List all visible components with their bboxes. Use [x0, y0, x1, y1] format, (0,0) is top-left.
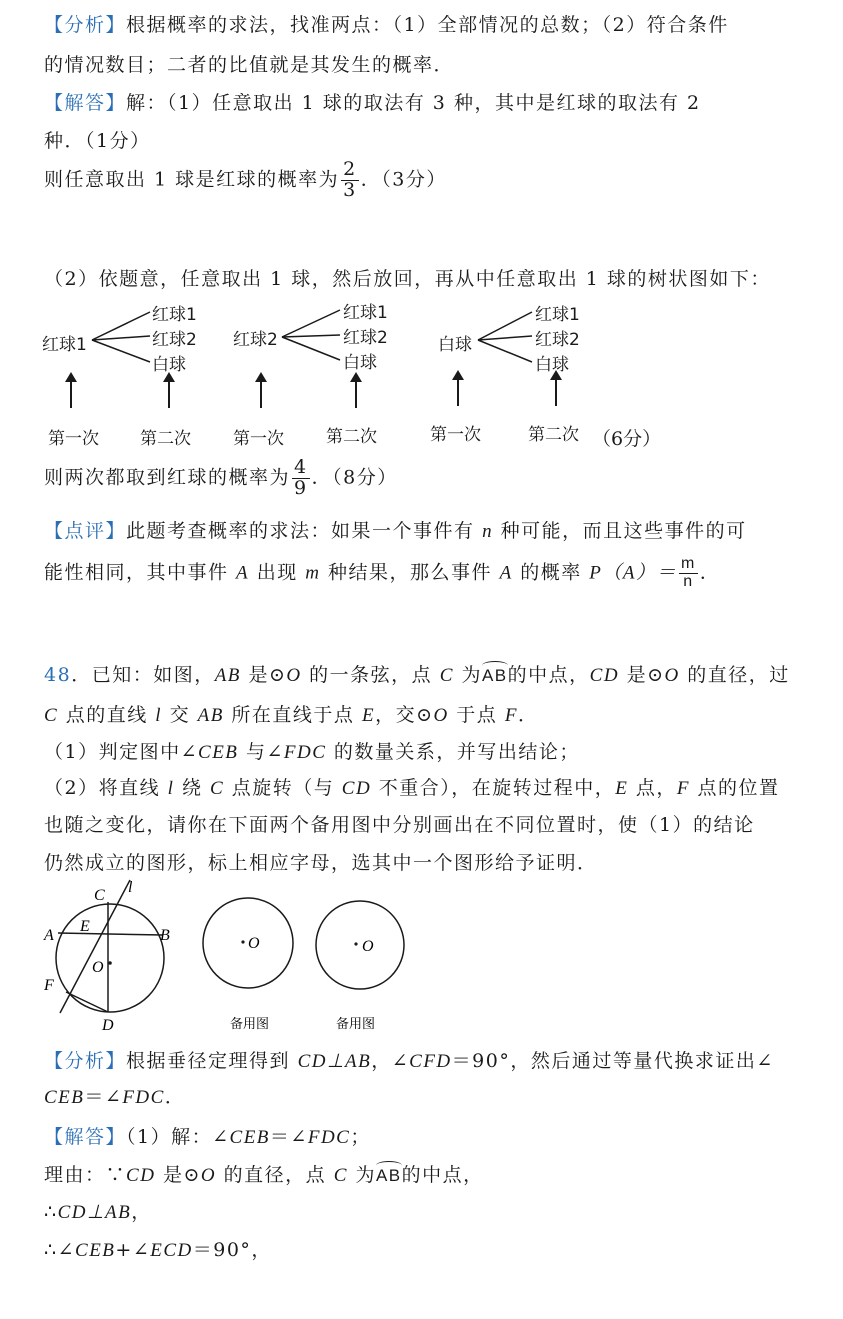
- seg-AB: AB: [214, 665, 241, 686]
- comment-line-1: [44, 516, 747, 543]
- fraction-m-n: [679, 556, 698, 591]
- tree-branch-2-3: 白球: [343, 353, 377, 373]
- tree-branch-3-2: 红球2: [535, 330, 580, 350]
- q48-line-4: [44, 773, 780, 800]
- q48-text: 的中点，: [507, 664, 590, 686]
- line-l: l: [155, 705, 163, 726]
- tree-root-1: 红球1: [42, 335, 87, 355]
- spare-circle-2: [316, 901, 404, 989]
- tree-score: （6分）: [592, 428, 662, 450]
- question-number: 48: [44, 664, 72, 686]
- arrow-up-icon: [457, 378, 459, 406]
- tree-branch-2-1: 红球1: [343, 303, 388, 323]
- angle-CFD: CFD: [409, 1051, 452, 1072]
- comment-text-b: 种可能，而且这些事件的可: [493, 520, 747, 542]
- answer-tag: 【解答】: [44, 1126, 127, 1148]
- comment-end: ．: [699, 561, 721, 584]
- seg-CD: CD: [126, 1165, 156, 1186]
- label-O: O: [92, 959, 104, 976]
- tree-branch-1-2: 红球2: [152, 330, 197, 350]
- q48-line-5: 也随之变化，请你在下面两个备用图中分别画出在不同位置时，使（1）的结论: [44, 814, 755, 836]
- perp-expression: CD⊥AB: [297, 1051, 372, 1072]
- q48-analysis-line-1: [44, 1046, 774, 1073]
- arrow-up-icon: [260, 380, 262, 408]
- chord-AB: [58, 933, 163, 935]
- spare-center-dot-2: [354, 942, 357, 945]
- tree-branch-1-1: 红球1: [152, 305, 197, 325]
- main-circle: [56, 904, 164, 1012]
- perp-expression: CD⊥AB: [57, 1202, 132, 1223]
- tree-root-3: 白球: [438, 335, 472, 355]
- q48-text: ；: [350, 1126, 371, 1148]
- comment-text-e: 种结果，那么事件: [320, 561, 500, 584]
- q48-text: ，交⊙: [375, 704, 434, 726]
- angle-ECD: ECD: [150, 1240, 193, 1261]
- q48-text: 与∠: [238, 741, 284, 763]
- tree-root-2: 红球2: [233, 330, 278, 350]
- q48-text: 点的直线: [58, 704, 156, 726]
- tree-branch-1-3: 白球: [152, 355, 186, 375]
- label-E: E: [80, 918, 90, 935]
- q48-text: ．: [164, 1086, 186, 1108]
- q48-text: ∴: [44, 1201, 58, 1223]
- tree-label-second: 第二次: [528, 425, 579, 445]
- fraction-2-3: [341, 160, 359, 201]
- analysis-line-1: [44, 10, 729, 37]
- fraction-numerator: 4: [294, 456, 308, 478]
- fraction-numerator: m: [681, 555, 696, 572]
- point-F: F: [504, 705, 518, 726]
- q48-text: 为: [347, 1164, 376, 1186]
- answer-line-3-end: ．（3分）: [360, 168, 447, 191]
- circle-O: O: [433, 705, 449, 726]
- comment-line-2: [44, 556, 720, 591]
- q48-analysis-line-2: [44, 1082, 185, 1109]
- q48-solution-line-4: [44, 1235, 272, 1262]
- q48-text: ．: [517, 704, 539, 726]
- var-A: A: [236, 562, 250, 584]
- seg-CD: CD: [341, 778, 372, 799]
- tree-label-first: 第一次: [430, 425, 481, 445]
- q48-line-2: [44, 700, 538, 727]
- prob2-line: [44, 458, 398, 499]
- seg-CD: CD: [589, 665, 620, 686]
- var-A: A: [499, 562, 513, 584]
- comment-tag: 【点评】: [44, 520, 127, 542]
- circle-O: O: [286, 665, 302, 686]
- fraction-denominator: 9: [294, 476, 308, 499]
- tree-label-first: 第一次: [233, 429, 284, 449]
- q48-text: （1）判定图中∠: [44, 741, 199, 763]
- q48-text: 的直径，点: [216, 1164, 334, 1186]
- arrow-up-icon: [168, 380, 170, 408]
- comment-text-a: 此题考查概率的求法：如果一个事件有: [126, 520, 483, 542]
- arrow-up-icon: [70, 380, 72, 408]
- analysis-tag: 【分析】: [44, 1050, 127, 1072]
- tree-label-second: 第二次: [140, 429, 191, 449]
- q48-text: ＝90°，然后通过等量代换求证出∠: [451, 1050, 774, 1072]
- comment-text-c: 能性相同，其中事件: [44, 561, 237, 584]
- angle-CEB: CEB: [229, 1127, 270, 1148]
- arc-AB: AB: [481, 666, 508, 685]
- q48-text: （1）解：∠: [126, 1126, 230, 1148]
- tree-branch-2-2: 红球2: [343, 328, 388, 348]
- comment-text-d: 出现: [249, 561, 306, 584]
- q48-text: 是⊙: [155, 1164, 201, 1186]
- q48-text: 理由：∵: [44, 1164, 127, 1186]
- label-F: F: [44, 977, 54, 994]
- point-C: C: [333, 1165, 348, 1186]
- answer-text: 解：（1）任意取出 1 球的取法有 3 种，其中是红球的取法有 2: [126, 92, 701, 114]
- q48-line-1: [44, 660, 790, 687]
- prob-expression: P（A）＝: [589, 562, 677, 584]
- spare-center-dot-1: [241, 940, 244, 943]
- spare-label-O-2: O: [362, 938, 374, 955]
- prob2-end: ．（8分）: [311, 466, 398, 489]
- q48-text: 的直径，过: [679, 664, 790, 686]
- angle-CEB: CEB: [198, 742, 239, 763]
- var-n: n: [482, 521, 494, 542]
- point-E: E: [615, 778, 629, 799]
- q48-text: ＝∠: [84, 1086, 123, 1108]
- spare-caption-1: 备用图: [230, 1017, 270, 1032]
- q48-line-3: [44, 737, 580, 764]
- var-m: m: [305, 562, 321, 584]
- label-D: D: [102, 1017, 114, 1034]
- q48-solution-line-2: [44, 1160, 484, 1187]
- angle-FDC: FDC: [122, 1087, 165, 1108]
- q48-text: ＝90°，: [192, 1239, 272, 1261]
- analysis-tag: 【分析】: [44, 14, 127, 36]
- label-C: C: [94, 887, 105, 904]
- point-C: C: [44, 705, 59, 726]
- answer-line-3-text: 则任意取出 1 球是红球的概率为: [44, 168, 340, 191]
- q48-text: ∴∠: [44, 1239, 76, 1261]
- arc-AB: AB: [375, 1166, 402, 1185]
- fraction-numerator: 2: [343, 158, 357, 180]
- q48-line-6: 仍然成立的图形，标上相应字母，选其中一个图形给予证明．: [44, 852, 598, 874]
- q48-text: 绕: [174, 777, 211, 799]
- q48-text: 于点: [448, 704, 505, 726]
- q48-text: ＝∠: [269, 1126, 308, 1148]
- seg-AB: AB: [197, 705, 224, 726]
- spare-caption-2: 备用图: [336, 1017, 376, 1032]
- tree-label-first: 第一次: [48, 429, 99, 449]
- q48-text: （2）将直线: [44, 777, 168, 799]
- q48-text: 根据垂径定理得到: [126, 1050, 298, 1072]
- label-l: l: [128, 879, 133, 896]
- q48-text: ，: [131, 1201, 152, 1223]
- arrow-up-icon: [355, 380, 357, 408]
- point-E: E: [361, 705, 376, 726]
- answer-line-2: 种．（1分）: [44, 130, 151, 152]
- q48-text: ，∠: [371, 1050, 410, 1072]
- answer-line-1: [44, 88, 701, 115]
- spare-label-O-1: O: [248, 935, 260, 952]
- fraction-4-9: [292, 458, 310, 499]
- point-C: C: [439, 665, 454, 686]
- prob2-text: 则两次都取到红球的概率为: [44, 466, 291, 489]
- q48-text: 所在直线于点: [223, 704, 362, 726]
- angle-CEB: CEB: [44, 1087, 85, 1108]
- q48-text: 交: [162, 704, 198, 726]
- point-F: F: [676, 778, 691, 799]
- q48-text: 不重合），在旋转过程中，: [371, 777, 616, 799]
- q48-text: 点的位置: [690, 777, 780, 799]
- tree-branch-lines: [0, 290, 843, 390]
- q48-text: 的一条弦，点: [301, 664, 440, 686]
- center-dot: [108, 961, 112, 965]
- q48-text: 是⊙: [619, 664, 665, 686]
- fraction-denominator: n: [683, 572, 694, 590]
- part2-line: （2）依题意，任意取出 1 球，然后放回，再从中任意取出 1 球的树状图如下：: [44, 268, 771, 290]
- point-C: C: [210, 778, 225, 799]
- geometry-figure: [30, 878, 430, 1038]
- q48-text: 的数量关系，并写出结论；: [326, 741, 580, 763]
- answer-line-3: [44, 160, 447, 201]
- q48-text: 点，: [628, 777, 677, 799]
- fraction-denominator: 3: [343, 178, 357, 201]
- comment-text-f: 的概率: [512, 561, 590, 584]
- angle-CEB: CEB: [75, 1240, 116, 1261]
- analysis-text: 根据概率的求法，找准两点：（1）全部情况的总数；（2）符合条件: [126, 14, 729, 36]
- circle-O: O: [664, 665, 680, 686]
- q48-text: 点旋转（与: [224, 777, 342, 799]
- q48-solution-line-1: [44, 1122, 371, 1149]
- tree-branch-3-3: 白球: [535, 355, 569, 375]
- tree-label-second: 第二次: [326, 427, 377, 447]
- arrow-up-icon: [555, 378, 557, 406]
- q48-solution-line-3: [44, 1197, 152, 1224]
- q48-text: +∠: [115, 1239, 151, 1261]
- q48-text: 为: [453, 664, 482, 686]
- angle-FDC: FDC: [307, 1127, 351, 1148]
- tree-branch-3-1: 红球1: [535, 305, 580, 325]
- q48-text: 的中点，: [401, 1164, 484, 1186]
- label-B: B: [160, 927, 170, 944]
- segment-FD: [66, 992, 108, 1012]
- line-l: l: [167, 778, 175, 799]
- label-A: A: [44, 927, 54, 944]
- q48-text: 是⊙: [240, 664, 287, 686]
- analysis-line-2: 的情况数目；二者的比值就是其发生的概率．: [44, 54, 455, 76]
- angle-FDC: FDC: [283, 742, 327, 763]
- q48-text: ．已知：如图，: [71, 664, 215, 686]
- circle-O: O: [200, 1165, 217, 1186]
- answer-tag: 【解答】: [44, 92, 127, 114]
